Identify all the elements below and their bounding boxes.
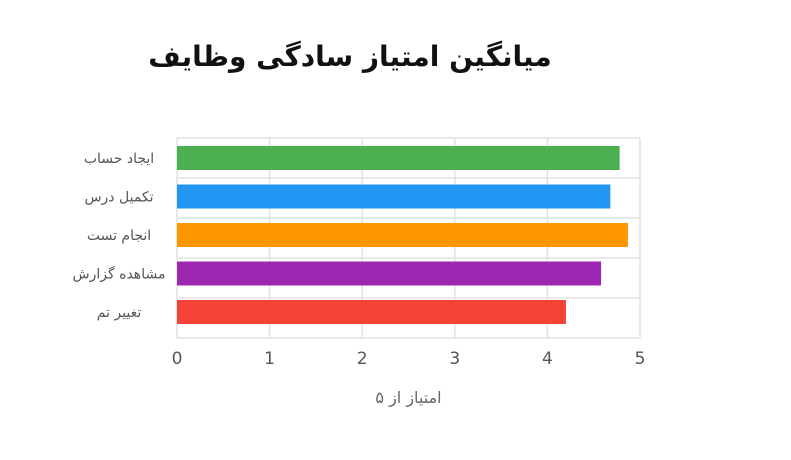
category-label: تکمیل درس — [84, 189, 154, 206]
x-tick-label: 1 — [264, 349, 276, 369]
x-tick-label: 3 — [449, 349, 461, 369]
category-labels — [73, 151, 166, 321]
bar — [177, 223, 628, 247]
bar — [177, 146, 620, 170]
category-label: انجام تست — [86, 228, 152, 244]
x-tick-label: 5 — [634, 349, 646, 369]
bar — [177, 185, 610, 209]
x-tick-label: 2 — [356, 349, 368, 369]
category-label: تغییر تم — [96, 305, 142, 321]
category-label: ایجاد حساب — [83, 151, 155, 167]
x-tick-label: 4 — [541, 349, 553, 369]
x-tick-label: 0 — [171, 349, 183, 369]
bar — [177, 300, 566, 324]
bar — [177, 262, 601, 286]
category-label: مشاهده گزارش — [72, 266, 166, 283]
x-tick-labels — [172, 349, 646, 369]
chart-title: میانگین امتیاز سادگی وظایف — [148, 40, 552, 73]
x-axis-label: امتیاز از ۵ — [375, 388, 442, 407]
